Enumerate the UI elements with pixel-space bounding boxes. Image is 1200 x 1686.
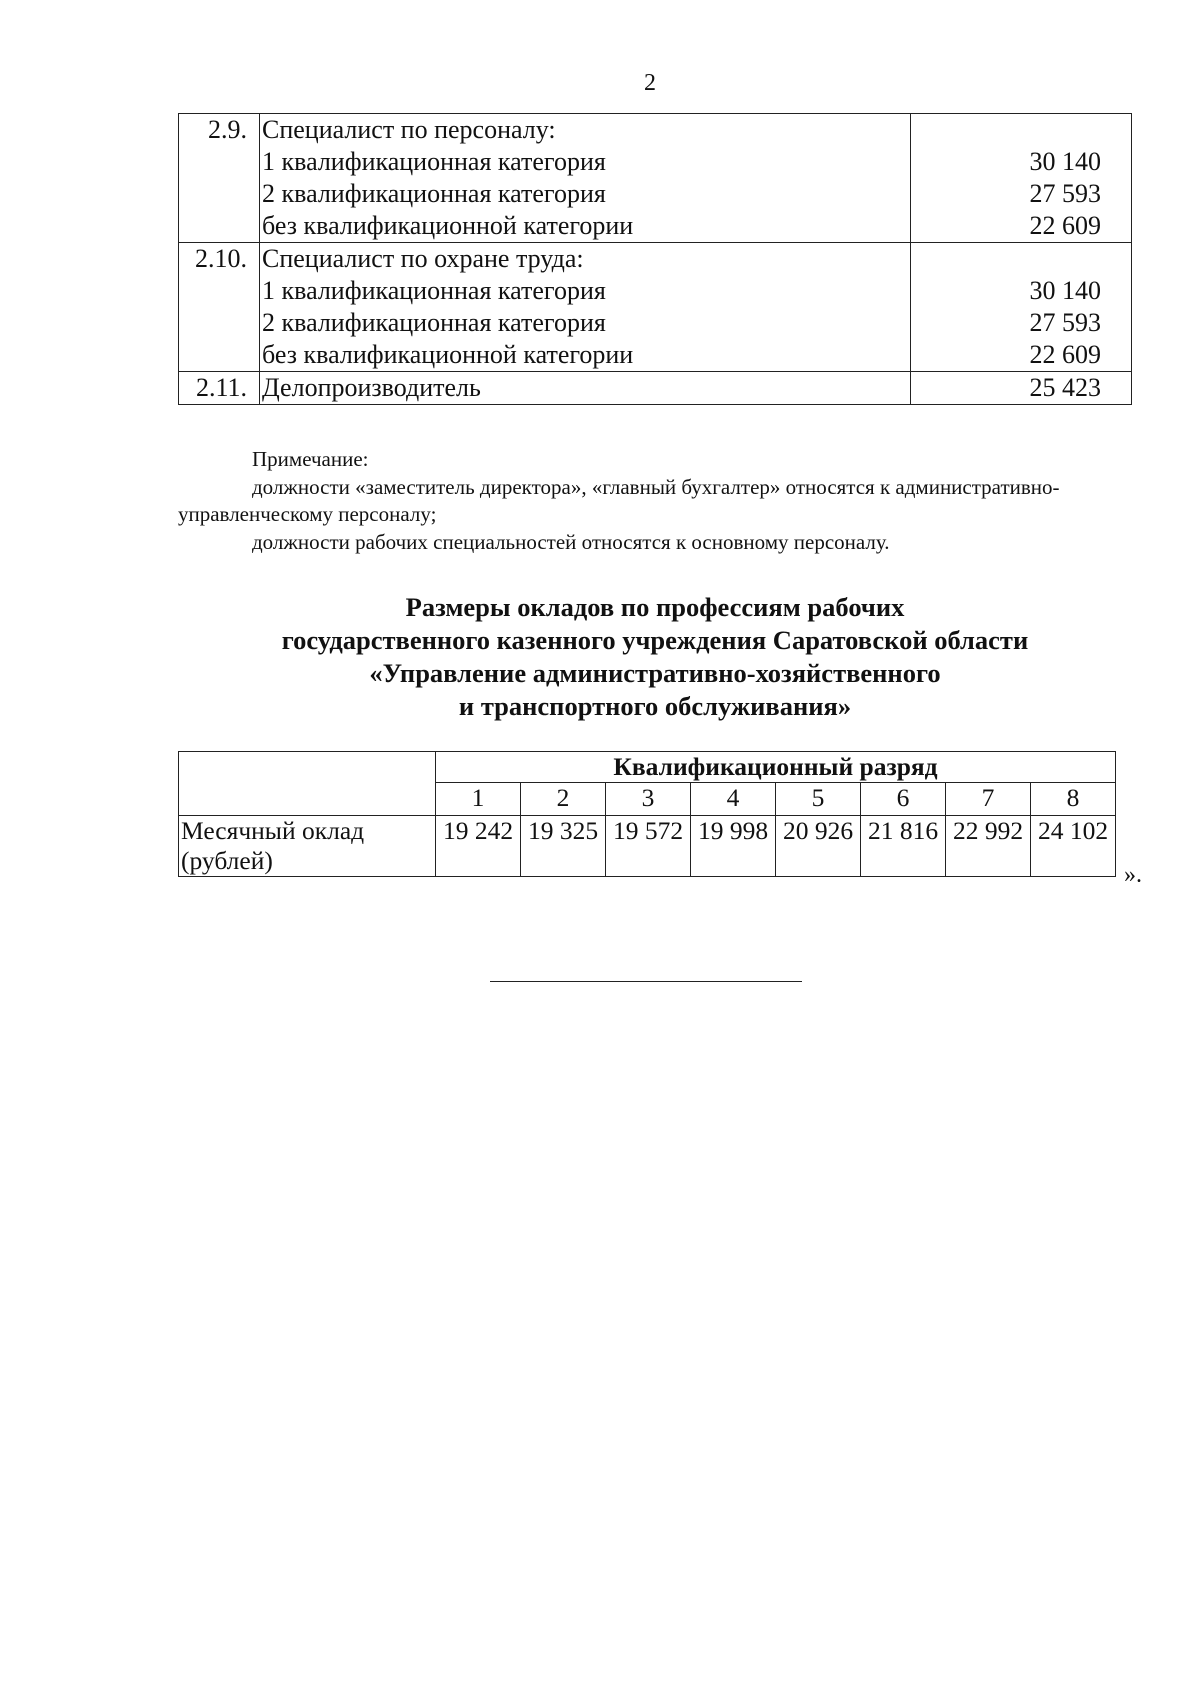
row-label: [179, 816, 436, 877]
grade-salary: 20 926: [776, 816, 861, 877]
row-number: 2.9.: [179, 114, 260, 243]
separator-line: [490, 981, 802, 982]
staff-row: [179, 243, 1132, 372]
category-salary: 22 609: [1029, 340, 1101, 369]
grade-number: 2: [521, 783, 606, 816]
page-number: 2: [644, 70, 656, 96]
heading-line-4: и транспортного обслуживания»: [458, 691, 852, 721]
grade-salary: 22 992: [946, 816, 1031, 877]
closing-quote: ».: [1124, 862, 1142, 888]
salary-cell: [911, 114, 1132, 243]
position-title: Специалист по персоналу:: [262, 115, 556, 144]
position-title-salary: [915, 243, 1101, 275]
note-block: [178, 446, 1138, 556]
position-title-salary: [915, 114, 1101, 146]
grade-number: 8: [1031, 783, 1116, 816]
position-title: Делопроизводитель: [262, 373, 481, 402]
grade-salary: 19 572: [606, 816, 691, 877]
category-salary: 30 140: [1029, 147, 1101, 176]
category-label: без квалификационной категории: [262, 340, 634, 369]
grade-number: 1: [436, 783, 521, 816]
grade-number: 6: [861, 783, 946, 816]
staff-row: [179, 372, 1132, 405]
heading-line-2: государственного казенного учреждения Саратовской области: [281, 625, 1029, 655]
position-cell: [260, 114, 911, 243]
category-salary: 27 593: [1029, 179, 1101, 208]
grade-number: 3: [606, 783, 691, 816]
grade-number: 4: [691, 783, 776, 816]
position-title: Специалист по охране труда:: [262, 244, 584, 273]
row-number: 2.10.: [179, 243, 260, 372]
row-label-line-2: (рублей): [181, 846, 273, 875]
note-line-1: должности «заместитель директора», «главный бухгалтер» относятся к административно-: [252, 474, 1060, 499]
position-title-salary: 25 423: [1029, 373, 1101, 402]
note-line-2: должности рабочих специальностей относятся к основному персоналу.: [252, 529, 890, 554]
grade-salary: 19 325: [521, 816, 606, 877]
grade-header: Квалификационный разряд: [436, 752, 1116, 783]
grade-number: 5: [776, 783, 861, 816]
position-cell: [260, 243, 911, 372]
grade-salary: 19 242: [436, 816, 521, 877]
staff-salary-table: [178, 113, 1132, 405]
category-label: без квалификационной категории: [262, 211, 634, 240]
grade-salary-table: [178, 751, 1116, 877]
note-line-1-continued: управленческому персоналу;: [178, 502, 437, 526]
row-number: 2.11.: [179, 372, 260, 405]
row-label-line-1: Месячный оклад: [181, 816, 365, 845]
grade-salary: 21 816: [861, 816, 946, 877]
grade-salary: 24 102: [1031, 816, 1116, 877]
heading-line-1: Размеры окладов по профессиям рабочих: [405, 592, 905, 622]
heading-line-3: «Управление административно-хозяйственного: [369, 658, 941, 688]
grade-table-corner: [179, 752, 436, 816]
category-label: 1 квалификационная категория: [262, 276, 606, 305]
position-cell: [260, 372, 911, 405]
grade-number: 7: [946, 783, 1031, 816]
category-label: 2 квалификационная категория: [262, 179, 606, 208]
category-salary: 22 609: [1029, 211, 1101, 240]
staff-row: [179, 114, 1132, 243]
category-label: 2 квалификационная категория: [262, 308, 606, 337]
category-label: 1 квалификационная категория: [262, 147, 606, 176]
salary-cell: [911, 372, 1132, 405]
section-heading: [178, 591, 1132, 723]
note-label: Примечание:: [252, 447, 369, 471]
salary-cell: [911, 243, 1132, 372]
category-salary: 27 593: [1029, 308, 1101, 337]
grade-salary: 19 998: [691, 816, 776, 877]
category-salary: 30 140: [1029, 276, 1101, 305]
